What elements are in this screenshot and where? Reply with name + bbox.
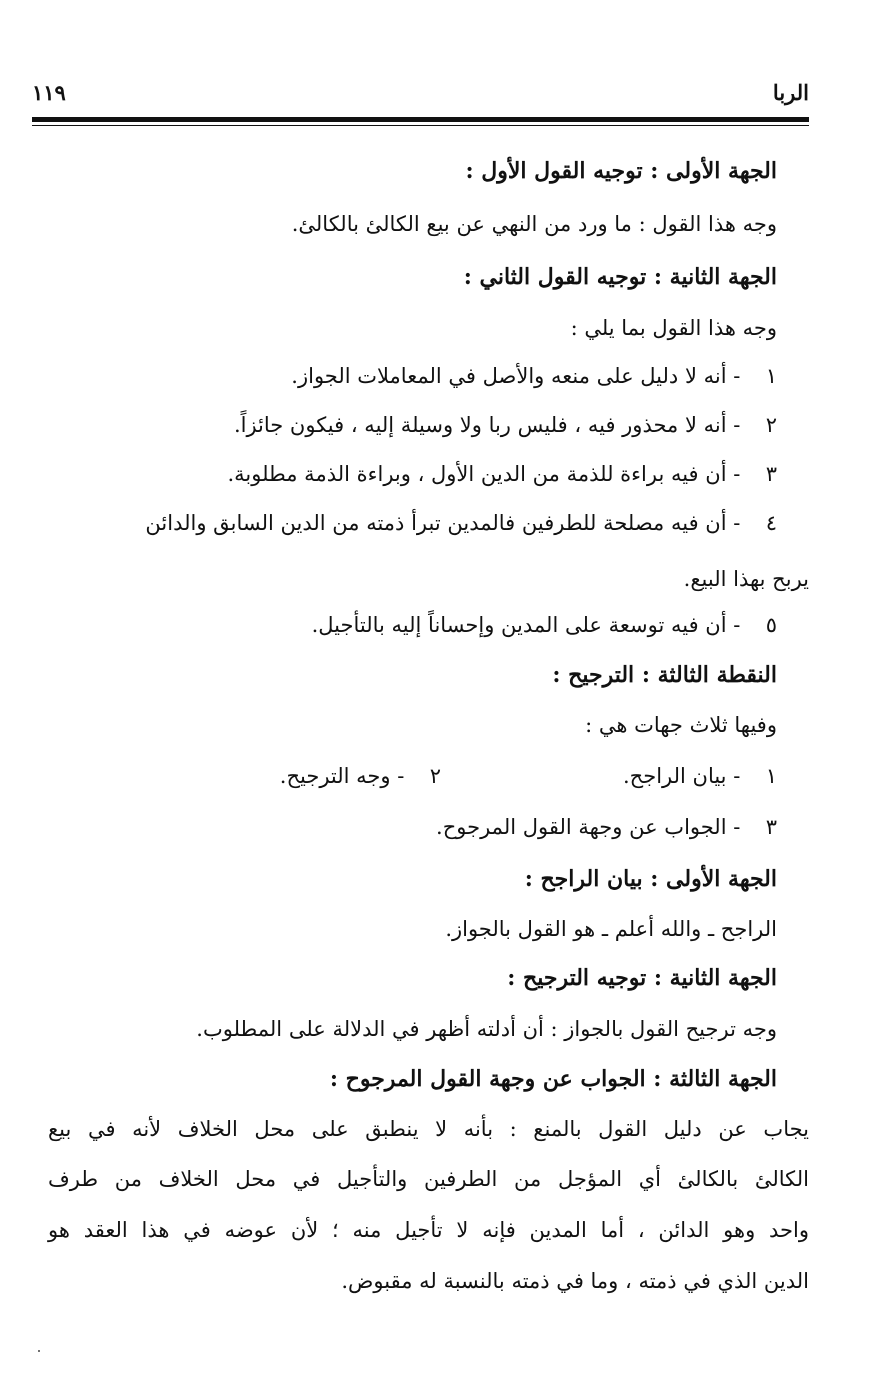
list-number: ١ [765,364,777,388]
list-text: - وجه الترجيح. [279,764,405,788]
heading-second-aspect: الجهة الثانية : توجيه القول الثاني : [463,264,777,290]
list-text: - أن فيه مصلحة للطرفين فالمدين تبرأ ذمته من الدين السابق والدائن [145,511,741,535]
list-text: - أنه لا دليل على منعه والأصل في المعاملات الجواز. [291,364,741,388]
list-number: ٥ [765,613,777,637]
heading-first-aspect: الجهة الأولى : توجيه القول الأول : [465,158,777,184]
list-item [48,761,441,793]
paragraph: الراجح ـ والله أعلم ـ هو القول بالجواز. [445,917,777,941]
paragraph: وجه ترجيح القول بالجواز : أن أدلته أظهر في الدلالة على المطلوب. [196,1017,777,1041]
paragraph: وجه هذا القول بما يلي : [570,316,777,340]
paragraph-line: يجاب عن دليل القول بالمنع : بأنه لا ينطبق على محل الخلاف لأنه في بيع [48,1117,809,1141]
paragraph-line: واحد وهو الدائن ، أما المدين فإنه لا تأجيل منه ؛ لأن عوضه في هذا العقد هو [48,1218,809,1242]
running-title: الربا [772,80,809,105]
list-number: ٣ [765,462,777,486]
list-number: ٢ [765,413,777,437]
paragraph-line: الدين الذي في ذمته ، وما في ذمته بالنسبة له مقبوض. [341,1269,809,1293]
list-item [48,508,777,540]
heading-second-aspect: الجهة الثانية : توجيه الترجيح : [507,965,777,991]
heading-first-aspect: الجهة الأولى : بيان الراجح : [524,866,777,892]
list-number: ٣ [765,815,777,839]
header-rule-thick [32,117,809,122]
paragraph: وجه هذا القول : ما ورد من النهي عن بيع الكالئ بالكالئ. [291,212,777,236]
list-text: - أن فيه براءة للذمة من الدين الأول ، وبراءة الذمة مطلوبة. [227,462,741,486]
list-number: ٤ [765,511,777,535]
page-header [32,80,809,114]
list-text: - بيان الراجح. [622,764,741,788]
scan-speck [38,1350,40,1352]
list-item [48,459,777,491]
list-text: - أن فيه توسعة على المدين وإحساناً إليه بالتأجيل. [311,613,741,637]
header-rule-thin [32,125,809,126]
heading-third-point: النقطة الثالثة : الترجيح : [552,662,777,688]
list-text: - الجواب عن وجهة القول المرجوح. [436,815,741,839]
list-number: ٢ [429,764,441,788]
paragraph-line: الكالئ بالكالئ أي المؤجل من الطرفين والتأجيل في محل الخلاف من طرف [48,1167,809,1191]
list-item [48,361,777,393]
paragraph: وفيها ثلاث جهات هي : [585,713,777,737]
list-item [48,410,777,442]
list-item-continuation: يربح بهذا البيع. [683,567,809,591]
heading-third-aspect: الجهة الثالثة : الجواب عن وجهة القول المرجوح : [329,1066,777,1092]
list-number: ١ [765,764,777,788]
list-text: - أنه لا محذور فيه ، فليس ربا ولا وسيلة إليه ، فيكون جائزاً. [233,413,741,437]
list-item [48,610,777,642]
page-number: ١١٩ [32,80,66,105]
list-item [48,812,777,844]
